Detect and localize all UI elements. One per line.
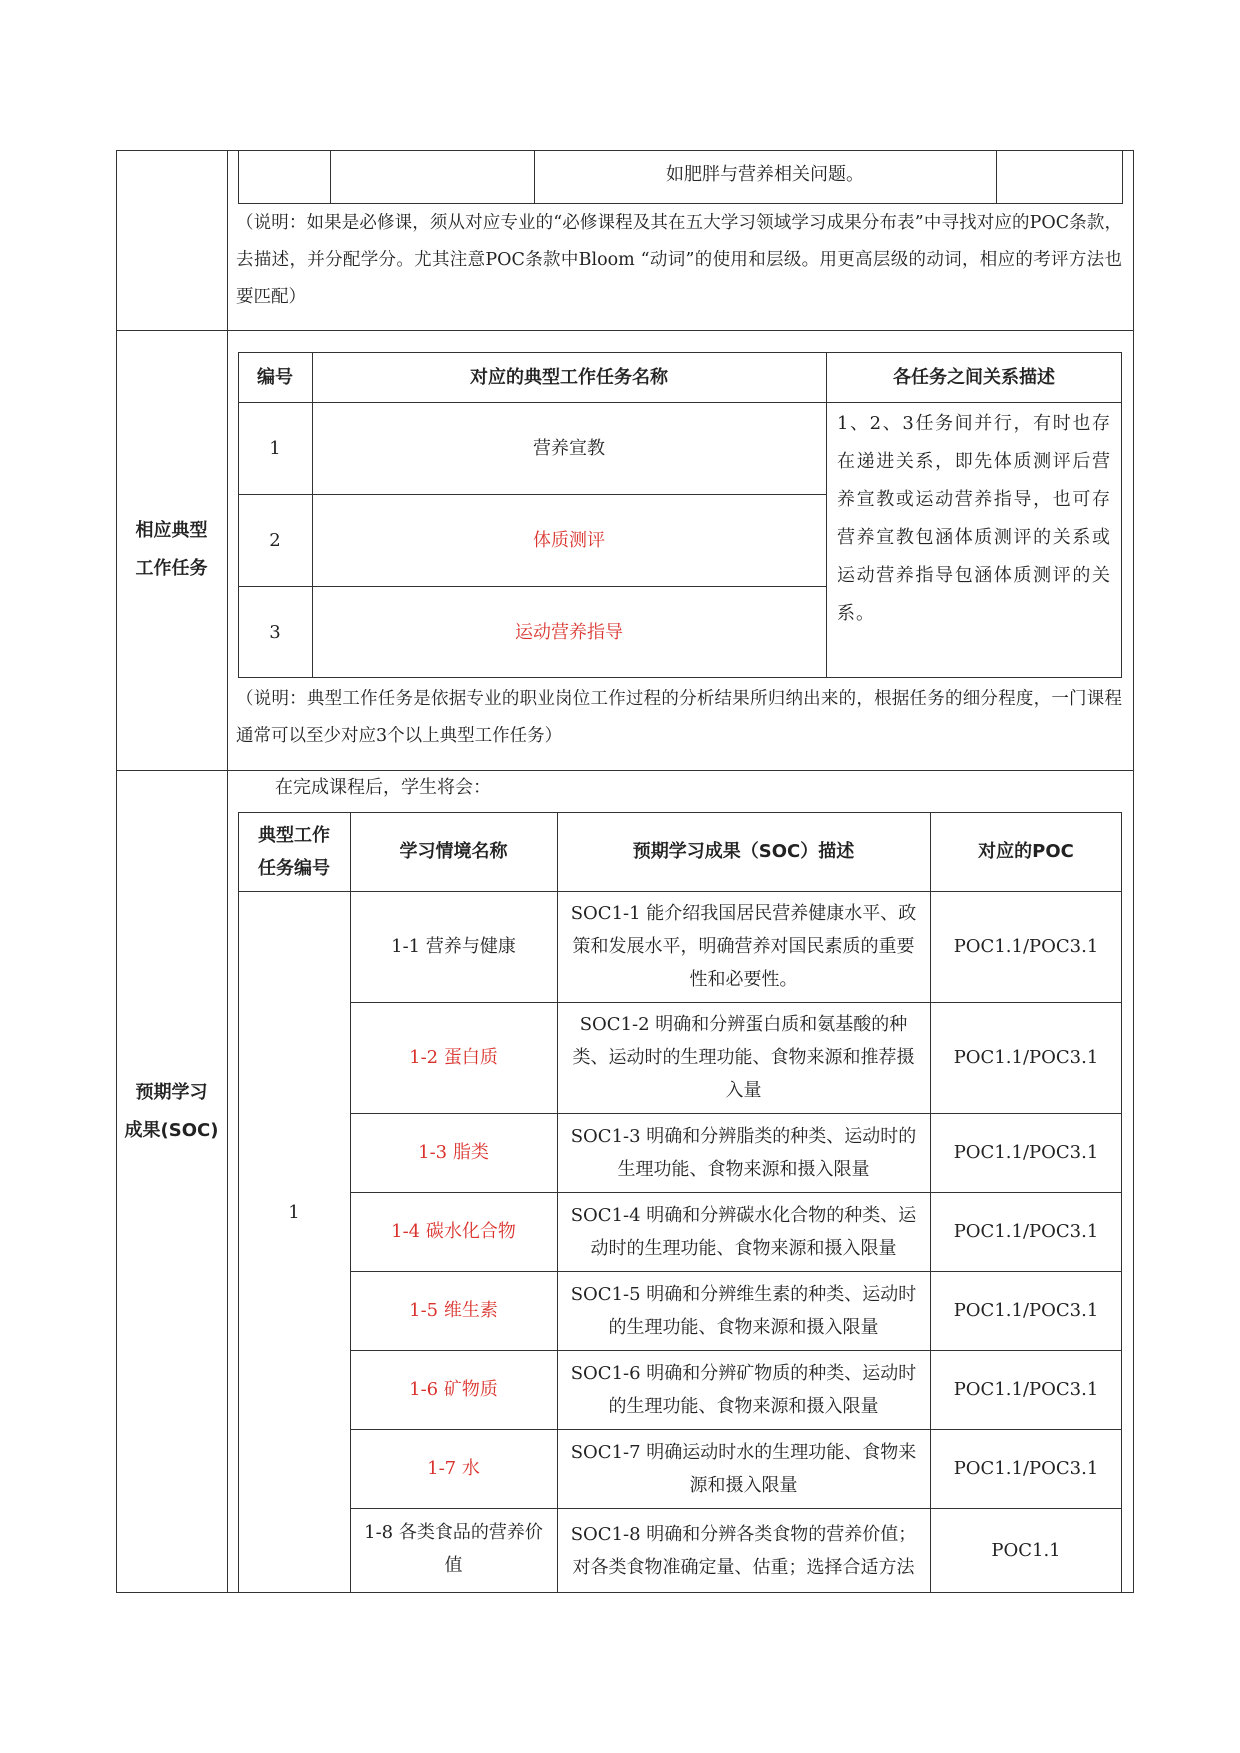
s3-header-poc: 对应的POC (978, 841, 1074, 862)
s2-header-relation: 各任务之间关系描述 (893, 366, 1055, 388)
s2-row-3-id: 3 (269, 621, 281, 643)
s2-row-3-name: 运动营养指导 (515, 621, 623, 643)
s2-row-1-id: 1 (269, 437, 281, 459)
s2-note: （说明：典型工作任务是依据专业的职业岗位工作过程的分析结果所归纳出来的，根据任务的细分程度，一门课程通常可以至少对应3个以上典型工作任务） (236, 689, 1122, 746)
s3-header-task-line1: 典型工作 (258, 824, 330, 846)
s2-relation-text: 1、2、3任务间并行，有时也存在递进关系，即先体质测评后营养宣教或运动营养指导，也可存营养宣教包涵体质测评的关系或运动营养指导包涵体质测评的关系。 (837, 413, 1111, 624)
s3-header-task (238, 812, 350, 891)
section-divider-2 (116, 770, 1134, 771)
s2-header-name: 对应的典型工作任务名称 (470, 366, 668, 388)
s3-row-6-name: 1-6 矿物质 (409, 1379, 498, 1400)
s3-row-4-name: 1-4 碳水化合物 (391, 1221, 516, 1242)
s1-note: （说明：如果是必修课，须从对应专业的“必修课程及其在五大学习领域学习成果分布表”中寻找对应的POC条款，去描述，并分配学分。尤其注意POC条款中Bloom “动词”的使用和层级。用更高层级的动词，相应的考评方法也要匹配） (236, 213, 1122, 307)
s3-row-8-name: 1-8 各类食品的营养价值 (364, 1522, 543, 1576)
s3-intro: 在完成课程后，学生将会： (275, 777, 491, 798)
s3-header-soc: 预期学习成果（SOC）描述 (632, 841, 855, 862)
s3-row-5-poc: POC1.1/POC3.1 (953, 1300, 1099, 1321)
s3-row-1-name: 1-1 营养与健康 (391, 936, 516, 957)
s3-row-2-poc: POC1.1/POC3.1 (953, 1047, 1099, 1068)
s3-row-3-soc: SOC1-3 明确和分辨脂类的种类、运动时的生理功能、食物来源和摄入限量 (570, 1125, 917, 1180)
s3-header-situation: 学习情境名称 (399, 841, 508, 862)
s3-row-7-soc: SOC1-7 明确运动时水的生理功能、食物来源和摄入限量 (570, 1441, 917, 1496)
s2-label (116, 330, 227, 770)
s3-row-5-name: 1-5 维生素 (409, 1300, 498, 1321)
s3-row-4-poc: POC1.1/POC3.1 (953, 1221, 1099, 1242)
s3-row-7-poc: POC1.1/POC3.1 (953, 1458, 1099, 1479)
s3-row-8-soc: SOC1-8 明确和分辨各类食物的营养价值；对各类食物准确定量、估重；选择合适方法 (570, 1524, 917, 1578)
s3-row-3-poc: POC1.1/POC3.1 (953, 1142, 1099, 1163)
s2-row-1-name: 营养宣教 (533, 437, 605, 459)
s3-row-2-soc: SOC1-2 明确和分辨蛋白质和氨基酸的种类、运动时的生理功能、食物来源和推荐摄入量 (572, 1014, 915, 1101)
s3-header-task-line2: 任务编号 (258, 857, 330, 879)
s3-label-line1: 预期学习 (135, 1081, 208, 1103)
s3-label-line2: 成果(SOC) (124, 1119, 219, 1141)
s2-label-line1: 相应典型 (135, 520, 208, 541)
s3-task-id: 1 (288, 1201, 300, 1223)
outer-label-divider (227, 150, 228, 1593)
s3-row-3-name: 1-3 脂类 (418, 1142, 489, 1163)
s1-col-divider-3 (996, 150, 997, 204)
s3-row-1-poc: POC1.1/POC3.1 (953, 936, 1099, 957)
section-divider-1 (116, 330, 1134, 331)
s3-row-7-name: 1-7 水 (427, 1458, 480, 1479)
s3-row-2-name: 1-2 蛋白质 (409, 1047, 498, 1068)
s2-header-id: 编号 (257, 366, 293, 388)
s1-row-text: 如肥胖与营养相关问题。 (666, 163, 864, 185)
s3-row-6-poc: POC1.1/POC3.1 (953, 1379, 1099, 1400)
s3-row-6-soc: SOC1-6 明确和分辨矿物质的种类、运动时的生理功能、食物来源和摄入限量 (570, 1362, 917, 1417)
s3-row-4-soc: SOC1-4 明确和分辨碳水化合物的种类、运动时的生理功能、食物来源和摄入限量 (570, 1204, 917, 1259)
s2-label-line2: 工作任务 (135, 558, 208, 579)
s3-row-1-soc: SOC1-1 能介绍我国居民营养健康水平、政策和发展水平，明确营养对国民素质的重要性和必要性。 (570, 903, 917, 990)
s3-label (116, 770, 227, 1593)
s2-row-2-id: 2 (269, 529, 281, 551)
s3-row-8-poc: POC1.1 (991, 1540, 1061, 1561)
s3-row-5-soc: SOC1-5 明确和分辨维生素的种类、运动时的生理功能、食物来源和摄入限量 (570, 1283, 917, 1338)
s1-col-divider-1 (330, 150, 331, 204)
s2-row-2-name: 体质测评 (533, 529, 605, 551)
